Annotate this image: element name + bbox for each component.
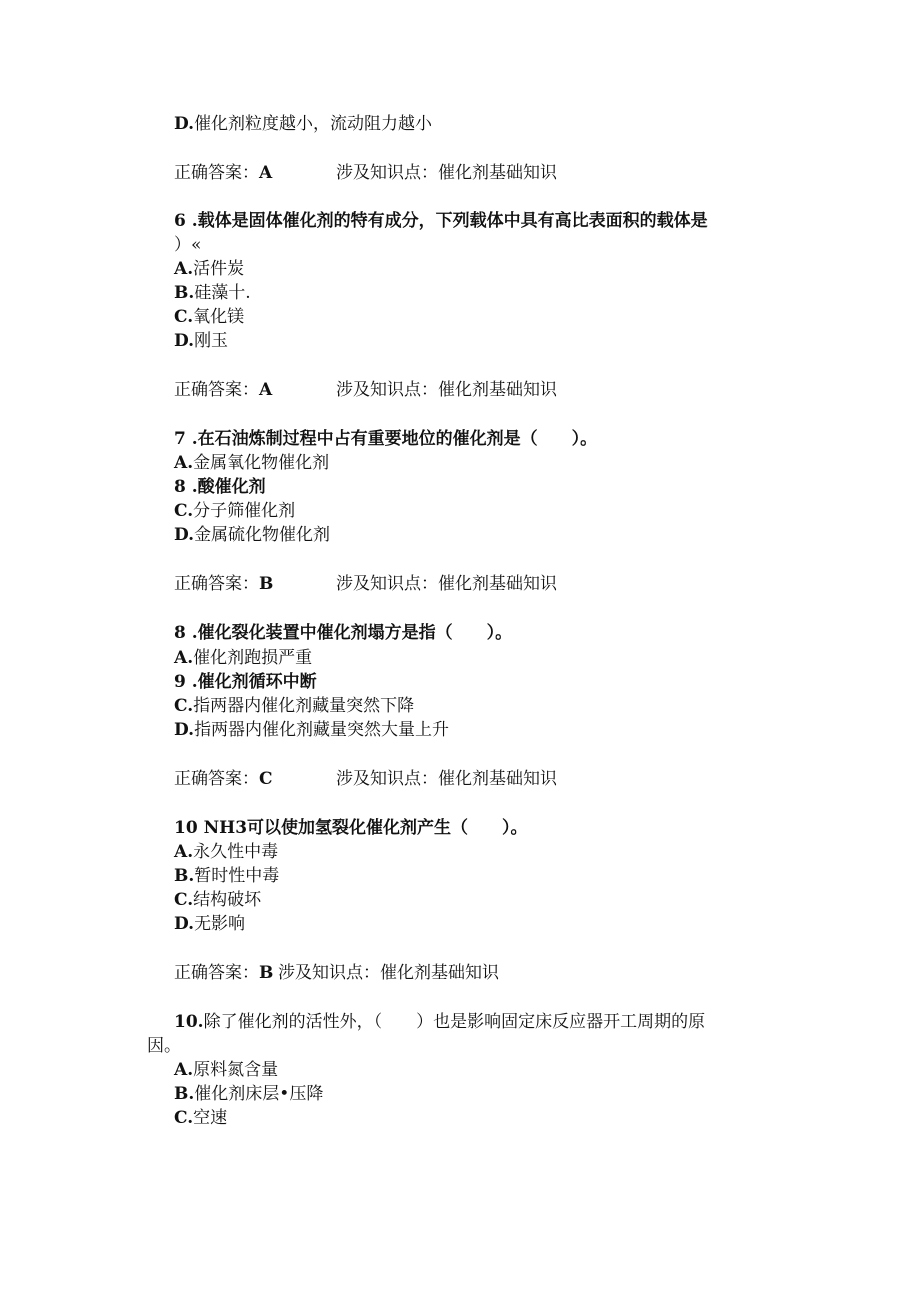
option-c: C.分子筛催化剂 bbox=[174, 501, 296, 521]
option-d: D.指两器内催化剂藏量突然大量上升 bbox=[174, 720, 450, 740]
question-11: 10.除了催化剂的活性外，（ ）也是影响固定床反应器开工周期的原 bbox=[174, 1012, 706, 1032]
question-11-cont: 因。 bbox=[147, 1036, 181, 1056]
knowledge-point: 涉及知识点：催化剂基础知识 bbox=[278, 963, 499, 983]
option-a: A.催化剂跑损严重 bbox=[174, 648, 313, 668]
knowledge-point: 涉及知识点：催化剂基础知识 bbox=[336, 380, 557, 400]
option-b: 9 .催化剂循环中断 bbox=[174, 672, 317, 692]
question-7: 7 .在石油炼制过程中占有重要地位的催化剂是（ ）。 bbox=[174, 429, 598, 449]
option-d: D.金属硫化物催化剂 bbox=[174, 525, 331, 545]
answer-line: 正确答案：B 涉及知识点：催化剂基础知识 bbox=[174, 963, 499, 983]
option-a: A.活件炭 bbox=[174, 259, 245, 279]
answer-line: 正确答案：A 涉及知识点：催化剂基础知识 bbox=[174, 163, 557, 183]
option-a: A.金属氧化物催化剂 bbox=[174, 453, 330, 473]
knowledge-point: 涉及知识点：催化剂基础知识 bbox=[336, 163, 557, 183]
knowledge-point: 涉及知识点：催化剂基础知识 bbox=[336, 769, 557, 789]
knowledge-point: 涉及知识点：催化剂基础知识 bbox=[336, 574, 557, 594]
question-10: 10 NH3可以使加氢裂化催化剂产生（ ）。 bbox=[174, 818, 528, 838]
answer-line: 正确答案：A 涉及知识点：催化剂基础知识 bbox=[174, 380, 557, 400]
option-c: C.氧化镁 bbox=[174, 307, 245, 327]
question-8: 8 .催化裂化装置中催化剂塌方是指（ ）。 bbox=[174, 623, 513, 643]
question-6: 6 .载体是固体催化剂的特有成分，下列载体中具有高比表面积的载体是 bbox=[174, 211, 708, 231]
option-d: D.刚玉 bbox=[174, 331, 229, 351]
option-a: A.永久性中毒 bbox=[174, 842, 279, 862]
option-c: C.结构破坏 bbox=[174, 890, 262, 910]
option-d-line: D.催化剂粒度越小，流动阻力越小 bbox=[174, 114, 433, 134]
option-b: 8 .酸催化剂 bbox=[174, 477, 266, 497]
option-b: B.硅藻十. bbox=[174, 283, 251, 303]
option-c: C.指两器内催化剂藏量突然下降 bbox=[174, 696, 415, 716]
option-b: B.催化剂床层•压降 bbox=[174, 1084, 324, 1104]
answer-line: 正确答案：B 涉及知识点：催化剂基础知识 bbox=[174, 574, 557, 594]
option-b: B.暂时性中毒 bbox=[174, 866, 280, 886]
answer-line: 正确答案：C 涉及知识点：催化剂基础知识 bbox=[174, 769, 557, 789]
option-d: D.无影响 bbox=[174, 914, 246, 934]
question-6-cont: ）« bbox=[174, 235, 202, 255]
option-a: A.原料氮含量 bbox=[174, 1060, 279, 1080]
option-c: C.空速 bbox=[174, 1108, 228, 1128]
